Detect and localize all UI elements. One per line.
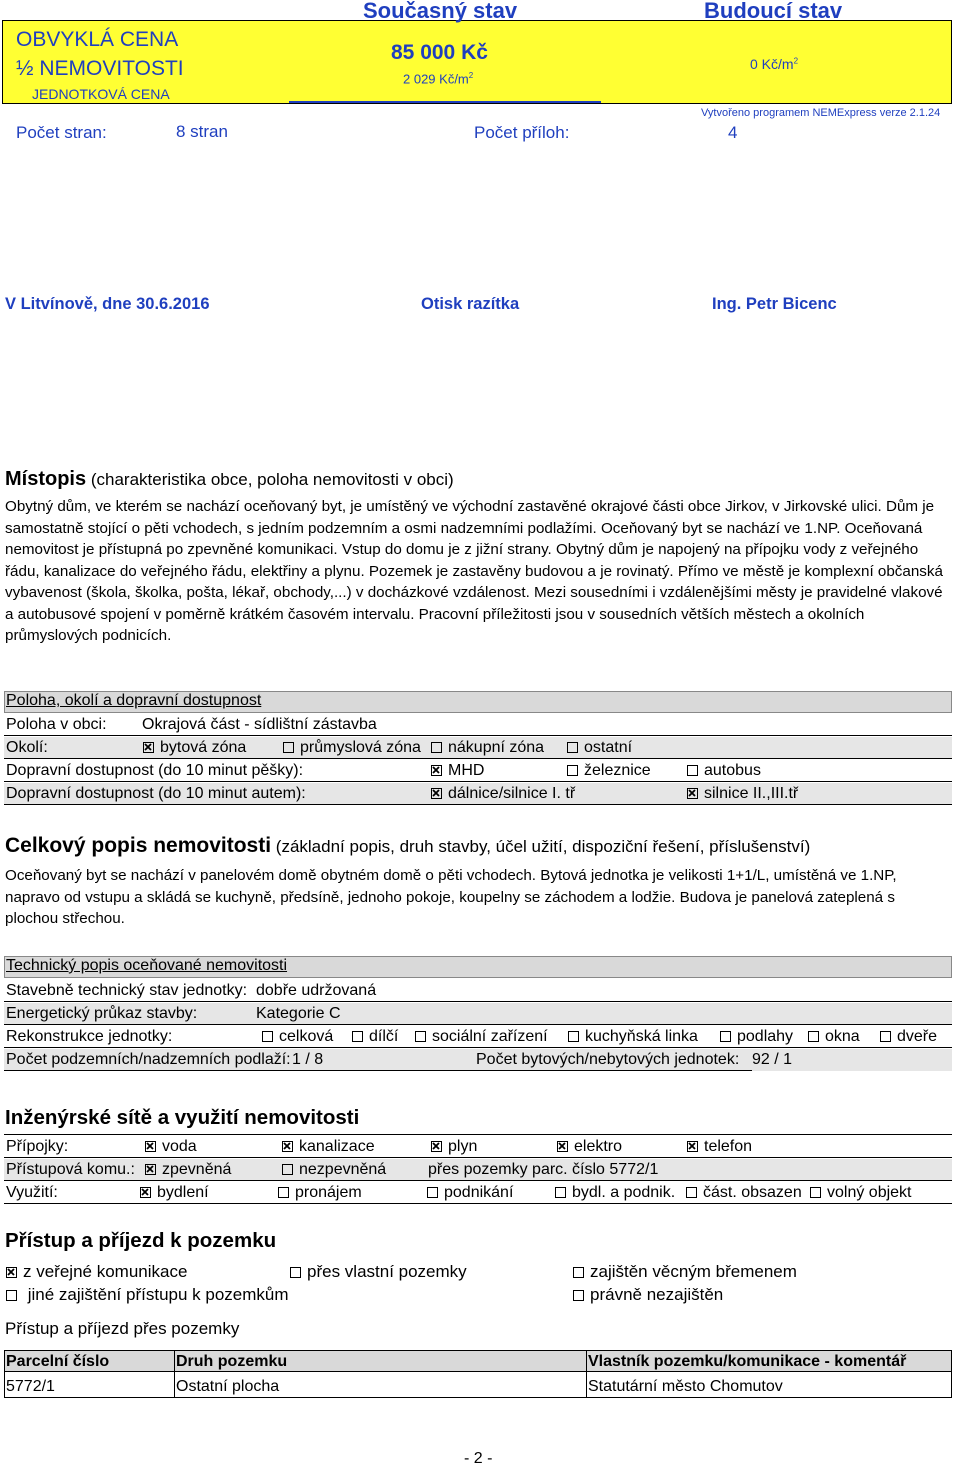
pristup-option[interactable]: právně nezajištěn [573, 1285, 723, 1305]
okoli-option[interactable]: nákupní zóna [431, 739, 544, 757]
pristup-title: Přístup a příjezd k pozemku [5, 1229, 277, 1252]
row-divider [4, 758, 952, 759]
check-x-icon [558, 1142, 566, 1150]
okoli-option[interactable]: bytová zóna [143, 739, 246, 757]
pripojky-option[interactable]: plyn [431, 1138, 477, 1156]
row-divider [4, 1047, 952, 1048]
future-unit-price: 0 $Kč/m^2$ [750, 56, 799, 72]
checkbox-checked-icon[interactable] [145, 1164, 156, 1175]
row-divider [4, 1134, 952, 1135]
row-divider [4, 804, 952, 805]
polovina-label: ½ NEMOVITOSTI [16, 57, 184, 80]
poloha-label: Poloha v obci: [6, 716, 107, 733]
checkbox-icon[interactable] [567, 765, 578, 776]
rekon-option[interactable]: podlahy [720, 1028, 793, 1046]
celkovy-heading: Celkový popis nemovitosti (základní popis, druh stavby, účel užití, dispoziční řešení, příslušenství) [5, 834, 811, 857]
checkbox-icon[interactable] [282, 1164, 293, 1175]
podlazi-label: Počet podzemních/nadzemních podlaží: [6, 1051, 291, 1068]
prukaz-label: Energetický průkaz stavby: [6, 1005, 198, 1022]
checkbox-checked-icon[interactable] [431, 1141, 442, 1152]
price-underline [289, 101, 601, 103]
prukaz-value: Kategorie C [256, 1005, 341, 1022]
komu-option[interactable]: zpevněná [145, 1161, 231, 1179]
jednotek-value: 92 / 1 [752, 1051, 793, 1068]
checkbox-icon[interactable] [808, 1031, 819, 1042]
vyuziti-option[interactable]: volný objekt [810, 1184, 912, 1202]
pristup-option[interactable]: jiné zajištění přístupu k pozemkům [6, 1285, 289, 1305]
rekon-option[interactable]: kuchyňská linka [568, 1028, 698, 1046]
checkbox-icon[interactable] [283, 742, 294, 753]
pristup-option[interactable]: přes vlastní pozemky [290, 1262, 467, 1282]
pesky-option[interactable]: železnice [567, 762, 651, 780]
check-x-icon [141, 1188, 149, 1196]
row-divider [4, 781, 952, 782]
check-x-icon [432, 766, 440, 774]
autem-option[interactable]: dálnice/silnice I. tř [431, 785, 575, 803]
mistopis-heading: Místopis (charakteristika obce, poloha nemovitosti v obci) [5, 468, 454, 490]
signer-name: Ing. Petr Bicenc [712, 295, 837, 313]
checkbox-checked-icon[interactable] [687, 788, 698, 799]
vyuziti-option[interactable]: bydlení [140, 1184, 209, 1202]
generator-note: Vytvořeno programem NEMExpress verze 2.1.24 [701, 107, 941, 119]
checkbox-icon[interactable] [687, 765, 698, 776]
checkbox-icon[interactable] [573, 1267, 584, 1278]
celkovy-text: Oceňovaný byt se nachází v panelovém domě obytném domě o pěti vchodech. Bytová jednotka je velikosti 1+1/L, umístěná ve 1.NP, napravo od vstupu a skládá se kuchyně, předsíně, jednoho pokoje, koupelny se záchodem a lodžie. Budova je panelová zateplená s plochou střechou. [5, 867, 897, 927]
checkbox-checked-icon[interactable] [140, 1187, 151, 1198]
autem-label: Dopravní dostupnost (do 10 minut autem): [6, 785, 306, 802]
check-x-icon [688, 789, 696, 797]
row-divider [4, 735, 952, 736]
col-druh-header: Druh pozemku [176, 1353, 288, 1370]
current-price: 85 000 Kč [391, 41, 488, 64]
checkbox-checked-icon[interactable] [6, 1267, 17, 1278]
pripojky-option[interactable]: voda [145, 1138, 197, 1156]
komu-label: Přístupová komu.: [6, 1161, 135, 1178]
col-divider [586, 1350, 587, 1398]
checkbox-icon[interactable] [567, 742, 578, 753]
checkbox-icon[interactable] [686, 1187, 697, 1198]
parcel-table-body [4, 1372, 952, 1398]
vyuziti-option[interactable]: podnikání [427, 1184, 513, 1202]
podlazi-value: 1 / 8 [292, 1051, 324, 1068]
checkbox-icon[interactable] [262, 1031, 273, 1042]
pristup-option[interactable]: z veřejné komunikace [6, 1262, 187, 1282]
stav-value: dobře udržovaná [256, 982, 377, 999]
checkbox-icon[interactable] [573, 1290, 584, 1301]
attachments-value: 4 [728, 123, 738, 142]
komu-pres: přes pozemky parc. číslo 5772/1 [428, 1161, 659, 1178]
check-x-icon [7, 1268, 15, 1276]
site-title: Inženýrské sítě a využití nemovitosti [5, 1106, 360, 1129]
pages-label: Počet stran: [16, 123, 107, 142]
jednotek-label: Počet bytových/nebytových jednotek: [476, 1051, 740, 1068]
poloha-title: Poloha, okolí a dopravní dostupnost [6, 692, 262, 709]
vyuziti-label: Využití: [6, 1184, 58, 1201]
checkbox-checked-icon[interactable] [282, 1141, 293, 1152]
pripojky-label: Přípojky: [6, 1138, 69, 1155]
table-cell-parcel: 5772/1 [6, 1378, 55, 1395]
pripojky-option[interactable]: elektro [557, 1138, 622, 1156]
rekon-option[interactable]: okna [808, 1028, 860, 1046]
check-x-icon [146, 1165, 154, 1173]
row-divider [4, 1157, 952, 1158]
vyuziti-option[interactable]: bydl. a podnik. [555, 1184, 675, 1202]
stav-label: Stavebně technický stav jednotky: [6, 982, 248, 999]
vyuziti-option[interactable]: část. obsazen [686, 1184, 802, 1202]
checkbox-icon[interactable] [880, 1031, 891, 1042]
mistopis-text: Obytný dům, ve kterém se nachází oceňovaný byt, je umístěný ve východní zastavěné okrajové části obce Jirkov, v Jirkovské ulici. Dům je samostatně stojící o pěti vchodech, s jedním podzemním a osmi nadzemními podlažími. Oceňovaný byt se nachází ve 1.NP. Oceňovaná nemovitost je přístupná po zpevněné komunikaci. Vstup do domu je z jižní strany. Obytný dům je napojený na přípojku vody z veřejného řádu, kanalizace do veřejného řádu, elektřiny a plynu. Pozemek je zastavěny budovou a je rovinatý. Přímo ve městě je komplexní občanská vybavenost (škola, školka, pošta, lékař, obchody,...) v docházkové vzdálenost. Mezi sousedními i vzdálenějšími městy je pravidelné vlakové a autobusové spojení v poměrně krátkém časovém intervalu. Pracovní příležitosti jsou v sousedních větších městech a okolních průmyslových podnicích. [5, 498, 943, 644]
future-state-title: Budoucí stav [704, 0, 843, 23]
jednotkova-cena-label: JEDNOTKOVÁ CENA [32, 86, 170, 102]
checkbox-icon[interactable] [427, 1187, 438, 1198]
vyuziti-option[interactable]: pronájem [278, 1184, 362, 1202]
checkbox-icon[interactable] [555, 1187, 566, 1198]
col-parcel-header: Parcelní číslo [6, 1353, 110, 1370]
pesky-option[interactable]: autobus [687, 762, 761, 780]
rekon-option[interactable]: celková [262, 1028, 333, 1046]
checkbox-icon[interactable] [6, 1290, 17, 1301]
checkbox-icon[interactable] [278, 1187, 289, 1198]
row-divider [4, 1024, 952, 1025]
pesky-option[interactable]: MHD [431, 762, 484, 780]
pages-value: 8 stran [176, 122, 228, 141]
pripojky-option[interactable]: kanalizace [282, 1138, 375, 1156]
checkbox-icon[interactable] [431, 742, 442, 753]
checkbox-checked-icon[interactable] [431, 765, 442, 776]
row-divider [4, 1001, 952, 1002]
col-divider [174, 1350, 175, 1398]
check-x-icon [144, 743, 152, 751]
checkbox-checked-icon[interactable] [431, 788, 442, 799]
checkbox-checked-icon[interactable] [145, 1141, 156, 1152]
place-date: V Litvínově, dne 30.6.2016 [5, 295, 210, 313]
checkbox-icon[interactable] [568, 1031, 579, 1042]
stamp-label: Otisk razítka [421, 295, 520, 313]
col-vlastnik-header: Vlastník pozemku/komunikace - komentář [588, 1353, 907, 1370]
pripojky-option[interactable]: telefon [687, 1138, 752, 1156]
okoli-option[interactable]: průmyslová zóna [283, 739, 421, 757]
okoli-option[interactable]: ostatní [567, 739, 632, 757]
checkbox-checked-icon[interactable] [143, 742, 154, 753]
checkbox-icon[interactable] [290, 1267, 301, 1278]
page-number: - 2 - [464, 1450, 493, 1467]
checkbox-icon[interactable] [720, 1031, 731, 1042]
obvykla-cena-label: OBVYKLÁ CENA [16, 28, 179, 51]
row-divider [4, 1203, 952, 1204]
checkbox-icon[interactable] [415, 1031, 426, 1042]
check-x-icon [146, 1142, 154, 1150]
pristup-subtitle: Přístup a příjezd přes pozemky [5, 1319, 240, 1338]
checkbox-checked-icon[interactable] [687, 1141, 698, 1152]
rekon-option[interactable]: dílčí [352, 1028, 398, 1046]
check-x-icon [432, 789, 440, 797]
check-x-icon [283, 1142, 291, 1150]
okoli-label: Okolí: [6, 739, 48, 756]
current-unit-price: 2 029 $Kč/m^2$ [403, 71, 474, 87]
check-x-icon [432, 1142, 440, 1150]
rekon-option[interactable]: sociální zařízení [415, 1028, 548, 1046]
technicky-title: Technický popis oceňované nemovitosti [6, 957, 288, 974]
attachments-label: Počet příloh: [474, 123, 570, 142]
row-divider [4, 1070, 752, 1071]
komu-option[interactable]: nezpevněná [282, 1161, 386, 1179]
autem-option[interactable]: silnice II.,III.tř [687, 785, 798, 803]
pristup-option[interactable]: zajištěn věcným břemenem [573, 1262, 797, 1282]
rekon-option[interactable]: dveře [880, 1028, 937, 1046]
checkbox-icon[interactable] [352, 1031, 363, 1042]
checkbox-icon[interactable] [810, 1187, 821, 1198]
poloha-value: Okrajová část - sídlištní zástavba [142, 716, 377, 733]
table-cell-vlastnik: Statutární město Chomutov [588, 1378, 783, 1395]
pesky-label: Dopravní dostupnost (do 10 minut pěšky): [6, 762, 304, 779]
row-divider [4, 1180, 952, 1181]
check-x-icon [688, 1142, 696, 1150]
checkbox-checked-icon[interactable] [557, 1141, 568, 1152]
rekon-label: Rekonstrukce jednotky: [6, 1028, 173, 1045]
table-cell-druh: Ostatní plocha [176, 1378, 280, 1395]
current-state-title: Současný stav [363, 0, 518, 23]
